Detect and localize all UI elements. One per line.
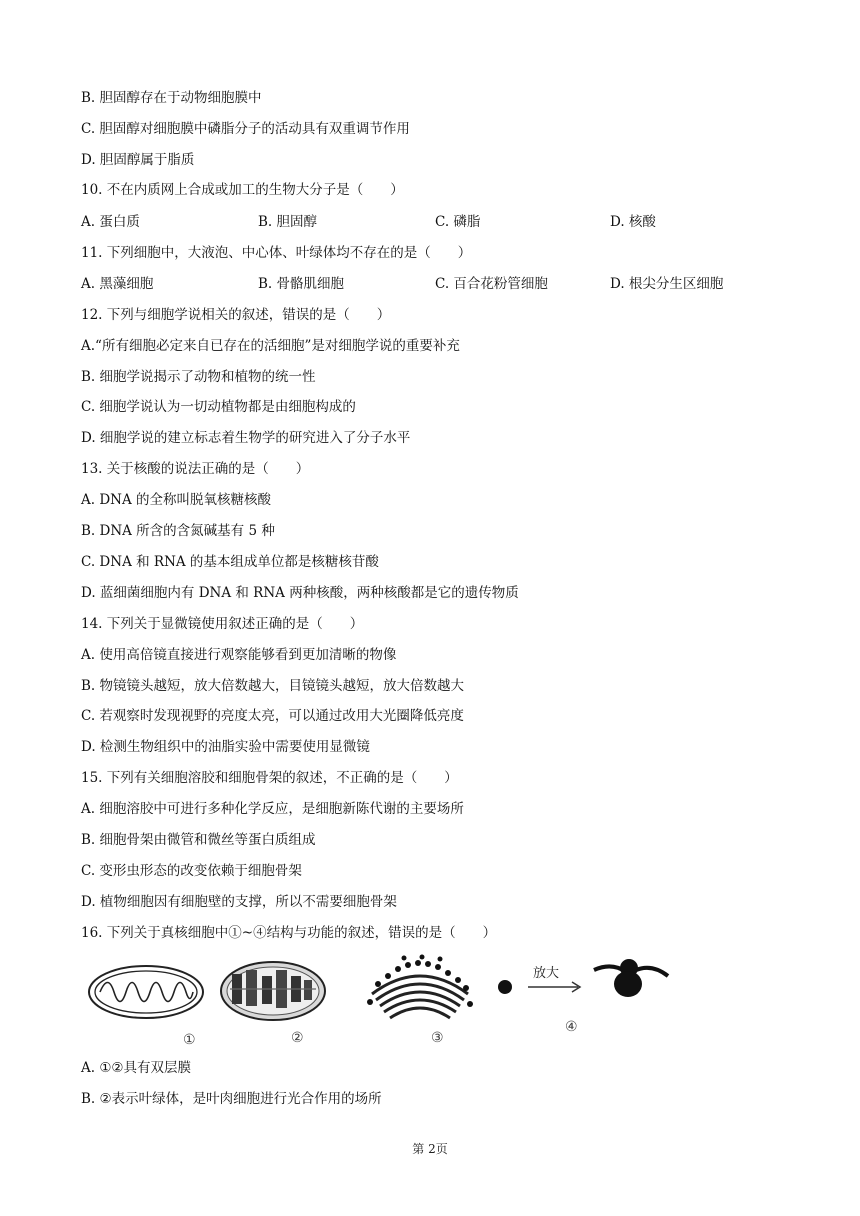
q15-option-b: B. 细胞骨架由微管和微丝等蛋白质组成 <box>81 832 316 848</box>
q14-option-a: A. 使用高倍镜直接进行观察能够看到更加清晰的物像 <box>81 647 397 663</box>
q9-option-d: D. 胆固醇属于脂质 <box>81 152 195 168</box>
q13-option-d: D. 蓝细菌细胞内有 DNA 和 RNA 两种核酸，两种核酸都是它的遗传物质 <box>81 585 519 601</box>
q15-option-c: C. 变形虫形态的改变依赖于细胞骨架 <box>81 863 302 879</box>
q10-option-a: A. 蛋白质 <box>81 214 140 230</box>
q15-option-a: A. 细胞溶胶中可进行多种化学反应，是细胞新陈代谢的主要场所 <box>81 801 464 817</box>
figure-label-1: ① <box>183 1032 196 1048</box>
q10-option-b: B. 胆固醇 <box>258 214 318 230</box>
q13-option-c: C. DNA 和 RNA 的基本组成单位都是核糖核苷酸 <box>81 554 379 570</box>
q9-option-c: C. 胆固醇对细胞膜中磷脂分子的活动具有双重调节作用 <box>81 121 410 137</box>
figure-label-3: ③ <box>431 1030 444 1046</box>
arrow-right-icon <box>526 980 584 994</box>
ribosome-dot-icon <box>496 978 514 996</box>
q12-option-d: D. 细胞学说的建立标志着生物学的研究进入了分子水平 <box>81 430 411 446</box>
q12-stem: 12. 下列与细胞学说相关的叙述，错误的是（ ） <box>81 307 391 323</box>
q9-option-b: B. 胆固醇存在于动物细胞膜中 <box>81 90 262 106</box>
page-number: 第 2页 <box>412 1142 448 1156</box>
q11-option-c: C. 百合花粉管细胞 <box>435 276 548 292</box>
q14-option-c: C. 若观察时发现视野的亮度太亮，可以通过改用大光圈降低亮度 <box>81 708 464 724</box>
q13-option-b: B. DNA 所含的含氮碱基有 5 种 <box>81 523 275 539</box>
q10-option-d: D. 核酸 <box>610 214 656 230</box>
magnify-label: 放大 <box>533 966 560 981</box>
q14-option-d: D. 检测生物组织中的油脂实验中需要使用显微镜 <box>81 739 370 755</box>
rough-er-figure <box>364 954 476 1024</box>
q14-stem: 14. 下列关于显微镜使用叙述正确的是（ ） <box>81 616 364 632</box>
q12-option-c: C. 细胞学说认为一切动植物都是由细胞构成的 <box>81 399 356 415</box>
q13-stem: 13. 关于核酸的说法正确的是（ ） <box>81 461 310 477</box>
enlarged-ribosome-figure <box>592 954 670 1004</box>
q10-stem: 10. 不在内质网上合成或加工的生物大分子是（ ） <box>81 182 404 198</box>
q11-option-b: B. 骨骼肌细胞 <box>258 276 345 292</box>
q11-option-d: D. 根尖分生区细胞 <box>610 276 724 292</box>
q16-stem: 16. 下列关于真核细胞中①~④结构与功能的叙述，错误的是（ ） <box>81 925 497 941</box>
q11-option-a: A. 黑藻细胞 <box>81 276 154 292</box>
q15-stem: 15. 下列有关细胞溶胶和细胞骨架的叙述，不正确的是（ ） <box>81 770 458 786</box>
q13-option-a: A. DNA 的全称叫脱氧核糖核酸 <box>81 492 272 508</box>
q12-option-b: B. 细胞学说揭示了动物和植物的统一性 <box>81 369 316 385</box>
q15-option-d: D. 植物细胞因有细胞壁的支撑，所以不需要细胞骨架 <box>81 894 397 910</box>
mitochondrion-figure <box>86 963 206 1021</box>
chloroplast-figure <box>218 958 328 1024</box>
figure-label-4: ④ <box>565 1019 578 1035</box>
q16-option-a: A. ①②具有双层膜 <box>81 1060 192 1076</box>
q12-option-a: A.“所有细胞必定来自已存在的活细胞”是对细胞学说的重要补充 <box>81 338 460 354</box>
q11-stem: 11. 下列细胞中，大液泡、中心体、叶绿体均不存在的是（ ） <box>81 245 472 261</box>
q14-option-b: B. 物镜镜头越短，放大倍数越大，目镜镜头越短，放大倍数越大 <box>81 678 465 694</box>
figure-label-2: ② <box>291 1030 304 1046</box>
q10-option-c: C. 磷脂 <box>435 214 481 230</box>
q16-option-b: B. ②表示叶绿体，是叶肉细胞进行光合作用的场所 <box>81 1091 382 1107</box>
